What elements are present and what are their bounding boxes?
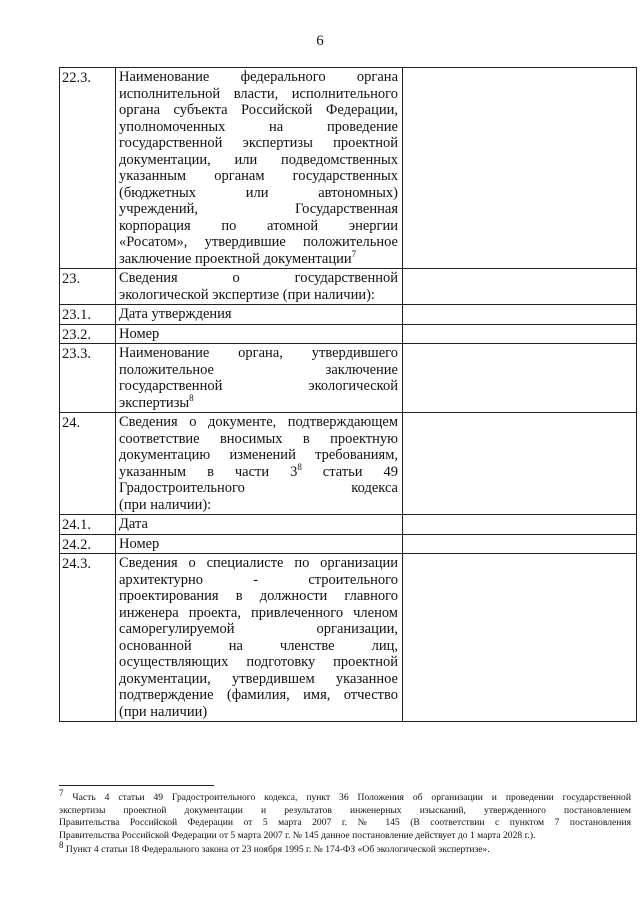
description-line [119,135,398,152]
table-row [60,554,637,722]
description-line [119,605,398,622]
description-line [119,270,398,287]
description-line [119,345,398,362]
description-text: указанным органам государственных [119,168,398,184]
description-line [119,86,398,103]
description-line [119,306,398,323]
description-text: «Росатом», утвердившие положительное [119,234,398,250]
description-text: Дата утверждения [119,306,232,322]
description-text: проектирования в должности главного [119,588,398,604]
description-text: Наименование органа, утвердившего [119,345,398,361]
page-number: 6 [316,33,324,49]
description-line [119,588,398,605]
footnote-text: экспертизы проектной документации и результатов инженерных изысканий, утвержденного постановлением [59,804,631,816]
description-text: указанным в части 3 [119,463,298,480]
table-row [60,534,637,554]
table-row [60,305,637,325]
description-line [119,704,398,721]
description-text: корпорация по атомной энергии [119,217,398,234]
row-number: 24.3. [60,554,116,722]
description-text: подтверждение (фамилия, имя, отчество [119,687,398,703]
description-line [119,414,398,431]
description-line [119,287,398,304]
row-value-cell[interactable] [403,324,637,344]
description-text: основанной на членстве лиц, [119,637,398,654]
row-value-cell[interactable] [403,534,637,554]
table-row [60,515,637,535]
description-text: органа субъекта Российской Федерации, [119,102,398,118]
description-text: Номер [119,535,160,552]
footnote [59,840,631,857]
description-line [119,201,398,218]
description-text: статьи 49 [301,463,398,480]
description-line [119,431,398,448]
footnotes [59,787,631,859]
row-number: 23.2. [60,324,116,344]
row-number: 24.2. [60,534,116,554]
footnote-text: Правительства Российской Федерации от 5 марта 2007 г. № 145 (В соответствии с пунктом 7 постановления [59,817,631,829]
table-body [60,68,637,722]
row-description [116,269,403,305]
description-text: саморегулируемой организации, [119,621,398,637]
description-text: исполнительной власти, исполнительного [119,85,398,102]
row-description [116,324,403,344]
description-line [119,654,398,671]
description-text: Сведения о документе, подтверждающем [119,414,398,430]
description-text: положительное заключение [119,361,398,378]
description-line [119,621,398,638]
description-text: Сведения о государственной [119,270,398,286]
footnote-text: Часть 4 статьи 49 Градостроительного кодекса, пункт 36 Положения об организации и проведении государственной [72,792,631,803]
row-number: 24. [60,413,116,515]
description-line [119,638,398,655]
footnote-ref: 8 [297,461,302,472]
description-line [119,218,398,235]
row-description [116,534,403,554]
description-text: (бюджетных или автономных) [119,184,398,201]
footnote-ref: 8 [189,392,194,403]
description-text: экологической экспертизе (при наличии): [119,286,375,303]
description-text: Наименование федерального органа [119,69,398,85]
description-line [119,555,398,572]
footnote-ref: 7 [351,248,357,259]
table-row [60,413,637,515]
description-text: (при наличии) [119,703,208,720]
description-text: Градостроительного кодекса [119,480,398,496]
row-number: 24.1. [60,515,116,535]
description-text: Номер [119,325,160,342]
description-line [119,536,398,553]
description-text: (при наличии): [119,496,212,513]
row-number: 23. [60,269,116,305]
description-line [119,168,398,185]
description-text: учреждений, Государственная [119,201,398,217]
footnote-mark: 8 [59,840,64,851]
row-description [116,554,403,722]
description-line [119,69,398,86]
row-value-cell[interactable] [403,269,637,305]
row-description [116,515,403,535]
row-number: 23.3. [60,344,116,413]
description-line [119,447,398,464]
row-value-cell[interactable] [403,305,637,325]
row-description [116,344,403,413]
description-text: заключение проектной документации [119,250,352,267]
description-text: Дата [119,516,148,532]
description-text: документации, или подведомственных [119,151,398,168]
row-value-cell[interactable] [403,515,637,535]
form-table [59,67,637,722]
description-text: документацию изменений требованиям, [119,447,398,463]
table-row [60,68,637,269]
description-line [119,119,398,136]
description-text: архитектурно - строительного [119,571,398,588]
description-text: государственной экологической [119,378,398,394]
footnote-mark: 7 [59,787,64,798]
description-text: документации, утвердившем указанное [119,670,398,687]
footnote-text: Пункт 4 статьи 18 Федерального закона от 23 ноября 1995 г. № 174-ФЗ «Об экологической экспертизе». [65,844,490,856]
description-line [119,497,398,514]
footnote-line [59,805,631,818]
footnote-text: Правительства Российской Федерации от 5 марта 2007 г. № 145 данное постановление действует до 1 марта 2028 г.). [59,829,536,841]
row-description [116,305,403,325]
row-number: 23.1. [60,305,116,325]
description-line [119,248,398,268]
description-text: Сведения о специалисте по организации [119,555,398,571]
description-line [119,362,398,379]
footnote-line [59,830,631,843]
description-line [119,185,398,202]
description-line [119,572,398,589]
description-text: экспертизы [119,394,190,411]
description-line [119,461,398,481]
row-description [116,413,403,515]
row-number: 22.3. [60,68,116,269]
description-line [119,480,398,497]
description-text: соответствие вносимых в проектную [119,430,398,447]
description-line [119,152,398,169]
footnote-line [59,817,631,830]
description-line [119,378,398,395]
row-description [116,68,403,269]
description-line [119,102,398,119]
table-row [60,269,637,305]
description-text: инженера проекта, привлеченного членом [119,604,398,621]
description-line [119,234,398,251]
footnote-line [59,840,631,857]
footnote-separator [59,785,214,786]
description-line [119,392,398,412]
description-line [119,516,398,533]
footnote-line [59,787,631,805]
footnote [59,787,631,842]
description-text: государственной экспертизы проектной [119,135,398,151]
row-value-cell[interactable] [403,68,637,269]
description-line [119,671,398,688]
table-row [60,344,637,413]
table-row [60,324,637,344]
description-line [119,687,398,704]
description-text: уполномоченных на проведение [119,118,398,135]
description-line [119,326,398,343]
row-value-cell[interactable] [403,554,637,722]
row-value-cell[interactable] [403,413,637,515]
row-value-cell[interactable] [403,344,637,413]
description-text: осуществляющих подготовку проектной [119,654,398,670]
